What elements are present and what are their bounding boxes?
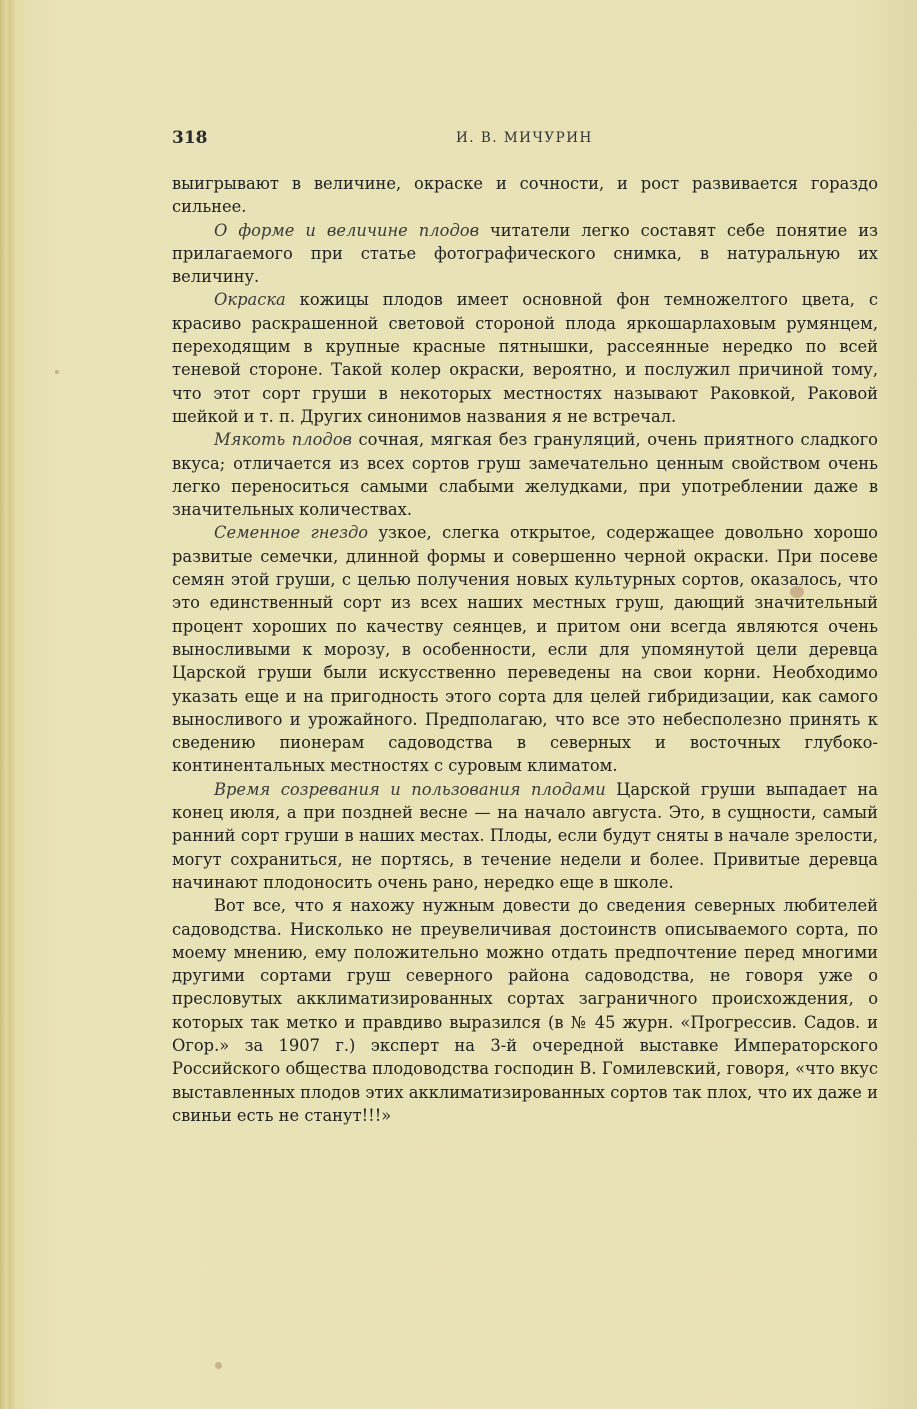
paragraph-text: узкое, слегка открытое, содержащее довольно хорошо развитые семечки, длинной формы и совершенно черной окраски. При посеве семян этой груши, с целью получения новых культурных сортов, оказалось, что это единственный сорт из всех наших местных груш, дающий значительный процент хороших по качеству сеянцев, и притом они всегда являются очень выносливыми к морозу, в особенности, если для упомянутой цели деревца Царской груши были искусственно переведены на свои корни. Необходимо указать еще и на пригодность этого сорта для целей гибридизации, как самого выносливого и урожайного. Предполагаю, что все это небесполезно принять к сведению пионерам садоводства в северных и восточных глубоко-континентальных местностях с суровым климатом. bbox=[172, 523, 878, 776]
paragraph-lead: Окраска bbox=[214, 290, 286, 310]
paragraph-text: Вот все, что я нахожу нужным довести до сведения северных любителей садоводства. Нисколько не преувеличивая достоинств описываемого сорта, по моему мнению, ему положительно можно отдать предпочтение перед многими другими сортами груш северного района садоводства, не говоря уже о пресловутых акклиматизированных сортах заграничного происхождения, о которых так метко и правдиво выразился (в № 45 журн. «Прогрессив. Садов. и Огор.» за 1907 г.) эксперт на 3-й очередной выставке Императорского Российского общества плодоводства господин В. Гомилевский, говоря, «что вкус выставленных плодов этих акклиматизированных сортов так плох, что их даже и свиньи есть не станут!!!» bbox=[172, 896, 878, 1125]
paragraph-lead: Семенное гнездо bbox=[214, 523, 369, 543]
paragraph bbox=[172, 172, 878, 219]
running-head-author: И. В. МИЧУРИН bbox=[456, 130, 593, 146]
paragraph-lead: Время созревания и пользования плодами bbox=[214, 779, 606, 799]
paragraph-lead: О форме и величине плодов bbox=[214, 220, 480, 240]
paragraph bbox=[172, 428, 878, 521]
paragraph-text: кожицы плодов имеет основной фон темножелтого цвета, с красиво раскрашенной световой стороной плода яркошарлаховым румянцем, переходящим в крупные красные пятнышки, рассеянные нередко по всей теневой стороне. Такой колер окраски, вероятно, и послужил причиной тому, что этот сорт груши в некоторых местностях называют Раковкой, Раковой шейкой и т. п. Других синонимов названия я не встречал. bbox=[172, 290, 878, 426]
paragraph-text: читатели легко составят себе понятие из прилагаемого при статье фотографического снимка, в натуральную их величину. bbox=[172, 220, 878, 287]
body-text bbox=[172, 172, 878, 1127]
paragraph bbox=[172, 778, 878, 894]
paragraph-text: сочная, мягкая без грануляций, очень приятного сладкого вкуса; отличается из всех сортов груш замечательно ценным свойством очень легко переноситься самыми слабыми желудками, при употреблении даже в значительных количествах. bbox=[172, 430, 878, 520]
paragraph-text: Царской груши выпадает на конец июля, а при поздней весне — на начало августа. Это, в сущности, самый ранний сорт груши в наших местах. Плоды, если будут сняты в начале зрелости, могут сохраниться, не портясь, в течение недели и более. Привитые деревца начинают плодоносить очень рано, нередко еще в школе. bbox=[172, 779, 878, 892]
paragraph bbox=[172, 521, 878, 777]
page-number: 318 bbox=[172, 128, 208, 148]
paper-stain bbox=[790, 586, 804, 598]
paragraph bbox=[172, 219, 878, 289]
page-spine-edge bbox=[0, 0, 22, 1409]
paper-stain bbox=[215, 1362, 222, 1369]
running-head bbox=[172, 128, 880, 150]
paragraph bbox=[172, 288, 878, 428]
paragraph-lead: Мякоть плодов bbox=[214, 430, 353, 450]
paragraph bbox=[172, 894, 878, 1127]
paper-stain bbox=[55, 370, 59, 374]
paragraph-text: выигрывают в величине, окраске и сочности, и рост развивается гораздо сильнее. bbox=[172, 174, 878, 217]
